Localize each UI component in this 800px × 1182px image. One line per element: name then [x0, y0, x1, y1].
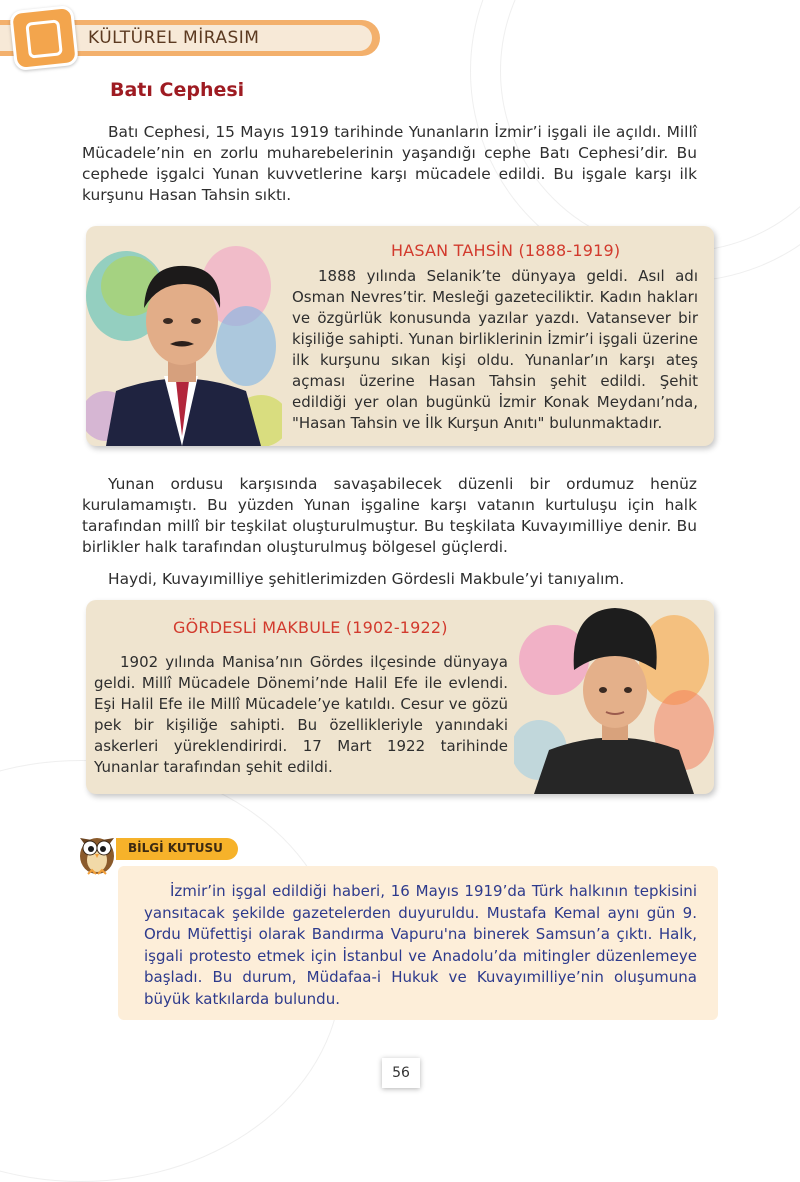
info-box-text: İzmir’in işgal edildiği haberi, 16 Mayıs 1919’da Türk halkının tepkisini yansıtacak şekilde gazetelerden duyuruldu. Mustafa Kemal aynı gün 9. Ordu Müfettişi olarak Bandırma Vapuru'na binerek Samsun’a çıktı. Halk, işgali protesto etmek için İstanbul ve Anadolu’da mitingler düzenlemeye başladı. Bu durum, Müdafaa-i Hukuk ve Kuvayımilliye’nin oluşumuna büyük katkılarda bulundu. — [144, 882, 697, 1008]
hasan-tahsin-portrait — [86, 226, 282, 446]
bio-text-hasan-tahsin: 1888 yılında Selanik’te dünyaya geldi. Asıl adı Osman Nevres’tir. Mesleği gazeteciliktir. Kadın hakları ve özgürlük konusunda yazılar yazdı. Vatansever bir kişiliğe sahipti. Yunan birliklerinin İzmir’i işgali üzerine ilk kurşunu sıkan kişi oldu. Yunanlar’ın karşı ateş açması üzerine Hasan Tahsin şehit edildi. Şehit edildiği yer olan bugünkü İzmir Konak Meydanı’nda, "Hasan Tahsin ve İlk Kurşun Anıtı" bulunmaktadır. — [292, 267, 698, 432]
info-box-label: BİLGİ KUTUSU — [128, 841, 223, 855]
owl-icon — [74, 824, 120, 876]
section-title: Batı Cephesi — [110, 79, 245, 101]
bio-card-gordesli-makbule — [86, 600, 714, 794]
bio-card-hasan-tahsin — [86, 226, 714, 446]
kuvayimilliye-paragraph: Yunan ordusu karşısında savaşabilecek düzenli bir ordumuz henüz kurulamamıştı. Bu yüzden Yunan işgaline karşı vatanın kurtuluşu için halk tarafından millî bir teşkilat oluşturulmuştur. Bu teşkilata Kuvayımilliye denir. Bu birlikler halk tarafından oluşturulmuş bölgesel güçlerdi. — [82, 475, 697, 556]
bio-title-hasan-tahsin: HASAN TAHSİN (1888-1919) — [391, 241, 621, 260]
invite-paragraph: Haydi, Kuvayımilliye şehitlerimizden Gördesli Makbule’yi tanıyalım. — [108, 570, 625, 588]
bio-text-gordesli-makbule: 1902 yılında Manisa’nın Gördes ilçesinde dünyaya geldi. Millî Mücadele Dönemi’nde Halil Efe ile evlendi. Eşi Halil Efe ile Millî Mücadele’ye katıldı. Cesur ve gözü pek bir kişiliğe sahipti. Bu özellikleriyle yanındaki askerleri yüreklendirirdi. 17 Mart 1922 tarihinde Yunanlar tarafından şehit edildi. — [94, 653, 508, 776]
header-title: KÜLTÜREL MİRASIM — [88, 28, 260, 48]
book-logo-icon — [9, 5, 79, 71]
bio-title-gordesli-makbule: GÖRDESLİ MAKBULE (1902-1922) — [173, 618, 448, 637]
intro-paragraph: Batı Cephesi, 15 Mayıs 1919 tarihinde Yunanların İzmir’i işgali ile açıldı. Millî Mücadele’nin en zorlu muharebelerinin yaşandığı cephe Batı Cephesi’dir. Bu cephede işgalci Yunan kuvvetlerine karşı mücadele edildi. Bu işgale karşı ilk kurşunu Hasan Tahsin sıktı. — [82, 123, 697, 204]
page-number: 56 — [382, 1058, 420, 1088]
gordesli-makbule-portrait — [514, 600, 714, 794]
